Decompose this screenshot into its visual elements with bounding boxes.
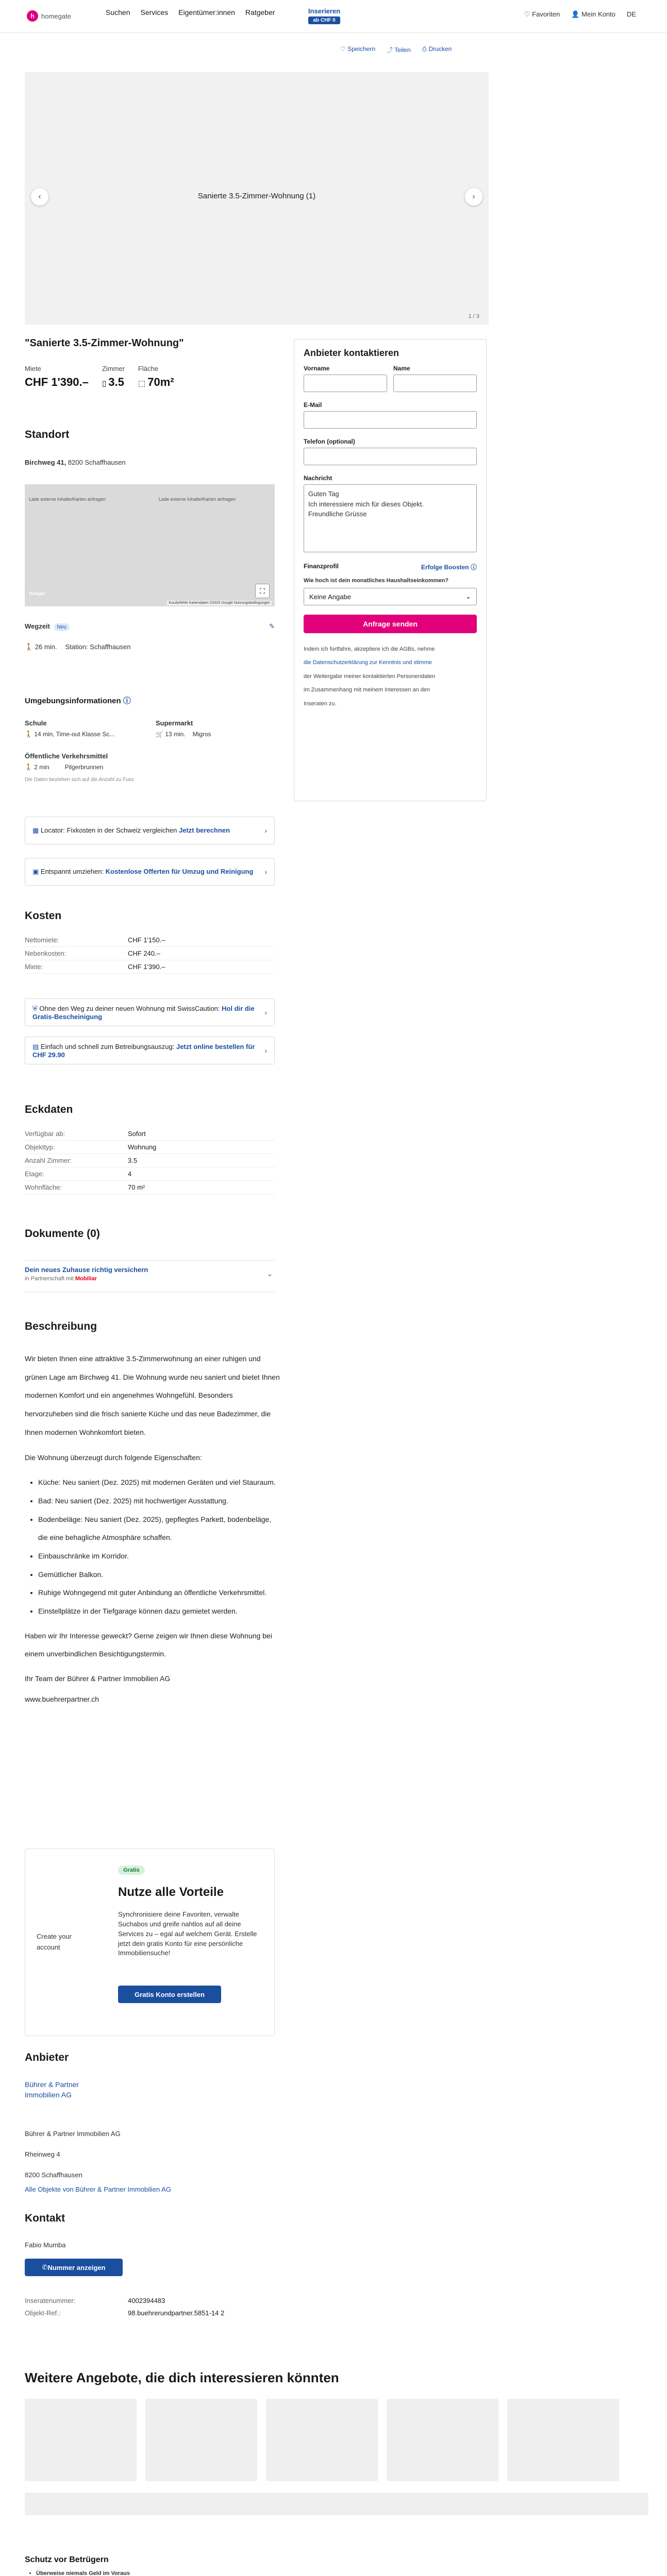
detail-value: Wohnung — [128, 1143, 157, 1151]
income-value: Keine Angabe — [309, 592, 351, 601]
chevron-down-icon: ⌄ — [267, 1270, 273, 1278]
walk-icon: 🚶 — [25, 643, 35, 651]
debt-extract-card[interactable] — [25, 1037, 275, 1064]
chevron-right-icon: › — [264, 826, 267, 835]
info-icon: ⓘ — [470, 564, 477, 571]
contact-label: Objekt-Ref.: — [25, 2309, 61, 2317]
shield-icon: ⛨ — [32, 1004, 40, 1012]
debt-extract-text — [32, 1043, 264, 1059]
all-objects-link[interactable]: Alle Objekte von Bührer & Partner Immobilien AG — [25, 2185, 171, 2193]
door-icon: ▯ — [102, 379, 109, 388]
finance-link: Erfolge Boosten — [421, 564, 469, 571]
map[interactable] — [25, 484, 275, 606]
insurance-sub: in Partnerschaft mit — [25, 1276, 74, 1282]
chevron-right-icon: › — [264, 1046, 267, 1055]
detail-row — [25, 1167, 275, 1181]
fraud-heading: Schutz vor Betrügern — [25, 2555, 109, 2564]
school-value — [25, 731, 114, 738]
cost-label: Miete: — [25, 963, 43, 971]
panel-title: Anbieter kontaktieren — [304, 348, 399, 358]
signup-text: Synchronisiere deine Favoriten, verwalte Suchabos und greife nahtlos auf all deine Services zu – egal auf welchem Gerät. Erstelle jetzt dein gratis Konto für eine persönliche Immobiliensuche! — [118, 1910, 257, 1957]
chevron-right-icon: › — [472, 192, 475, 201]
area-label: Fläche — [138, 365, 158, 372]
contact-person: Fabio Mumba — [25, 2241, 66, 2249]
legal-line: Indem ich fortfahre, akzeptiere ich die AGBs, nehme — [304, 646, 435, 652]
create-account-button[interactable]: Gratis Konto erstellen — [118, 1986, 221, 2003]
share-icon: ⤴ — [387, 46, 395, 54]
save-label: Speichern — [347, 45, 376, 53]
cart-icon: 🛒 — [156, 731, 165, 738]
language-switch[interactable]: DE — [626, 10, 636, 18]
costs-table — [25, 934, 275, 974]
contact-table — [25, 2294, 275, 2328]
signup-side-text: Create your account — [37, 1933, 72, 1951]
location-heading: Standort — [25, 429, 70, 440]
advertiser-heading: Anbieter — [25, 2052, 69, 2063]
description-paragraph: Ihr Team der Bührer & Partner Immobilien AG — [25, 1674, 171, 1683]
lastname-label: Name — [393, 365, 410, 372]
insurance-banner[interactable] — [25, 1260, 275, 1292]
nav-services[interactable]: Services — [140, 8, 169, 16]
moving-card[interactable] — [25, 858, 275, 886]
cost-row — [25, 960, 275, 974]
ruler-icon: ⬚ — [138, 379, 148, 388]
user-icon: 👤 — [571, 10, 582, 18]
share-label: Teilen — [394, 46, 411, 54]
walk-icon: 🚶 — [25, 731, 35, 738]
phone-icon: ✆ — [42, 2263, 48, 2271]
similar-card-placeholder[interactable] — [25, 2399, 137, 2481]
account-link[interactable] — [571, 10, 615, 19]
surroundings-title: Umgebungsinformationen — [25, 697, 121, 705]
detail-label: Etage: — [25, 1170, 44, 1178]
contact-label: Inseratenummer: — [25, 2296, 76, 2304]
moving-label: Entspannt umziehen: — [40, 868, 104, 875]
detail-label: Wohnfläche: — [25, 1183, 62, 1191]
gallery-next-button[interactable] — [465, 188, 482, 206]
costs-heading: Kosten — [25, 910, 62, 922]
phone-field[interactable] — [304, 448, 477, 465]
box-icon: ▣ — [32, 868, 41, 875]
fraud-item: • Überweise niemals Geld im Voraus — [36, 2569, 222, 2576]
message-field[interactable]: Guten Tag Ich interessiere mich für dieses Objekt. Freundliche Grüsse — [304, 484, 477, 552]
chevron-right-icon: › — [264, 1008, 267, 1016]
phone-label: Telefon (optional) — [304, 438, 355, 445]
area-number: 70m² — [147, 376, 174, 388]
market-name: Migros — [192, 731, 211, 738]
advertiser-street: Rheinweg 4 — [25, 2150, 60, 2158]
swisscaution-text — [32, 1005, 264, 1021]
route-time: 26 min. — [35, 643, 57, 651]
swisscaution-card[interactable] — [25, 998, 275, 1026]
similar-card-placeholder[interactable] — [507, 2399, 619, 2481]
surroundings-note: Die Daten beziehen sich auf die Anzahl zu Fuss — [25, 777, 134, 783]
market-label: Supermarkt — [156, 719, 193, 727]
walk-icon: 🚶 — [25, 764, 35, 771]
signup-box — [25, 1849, 275, 2036]
name-row — [304, 365, 477, 392]
price-fact — [25, 365, 89, 389]
cost-value: CHF 1'390.– — [128, 963, 165, 971]
area-value — [138, 376, 174, 389]
description-paragraph: Die Wohnung überzeugt durch folgende Eigenschaften: — [25, 1453, 202, 1462]
feature-item: • Einbauschränke im Korridor. — [38, 1547, 282, 1566]
address-city: 8200 Schaffhausen — [66, 459, 126, 466]
account-label: Mein Konto — [581, 10, 615, 18]
swisscaution-link: Hol dir die Gratis-Bescheinigung — [32, 1004, 255, 1021]
price-value: CHF 1'390.– — [25, 376, 89, 388]
address-street: Birchweg 41, — [25, 459, 66, 466]
logo[interactable] — [27, 10, 71, 22]
route-info — [25, 643, 130, 651]
locator-text — [32, 826, 230, 835]
moving-link: Kostenlose Offerten für Umzug und Reinigung — [105, 868, 254, 875]
document-icon: ▤ — [32, 1042, 41, 1050]
cost-value: CHF 240.– — [128, 950, 160, 957]
route-title — [25, 622, 70, 631]
finance-label: Finanzprofil — [304, 563, 339, 570]
similar-heading: Weitere Angebote, die dich interessieren könnten — [25, 2370, 339, 2385]
transit-label: Öffentliche Verkehrsmittel — [25, 752, 108, 760]
description-website: www.buehrerpartner.ch — [25, 1694, 99, 1703]
email-field[interactable] — [304, 411, 477, 429]
insurance-partner — [25, 1276, 275, 1282]
chevron-right-icon: › — [264, 868, 267, 876]
finance-row — [304, 563, 477, 571]
documents-heading: Dokumente (0) — [25, 1228, 100, 1240]
cost-label: Nettomiete: — [25, 936, 59, 944]
rooms-fact — [102, 365, 125, 389]
nav-owners[interactable]: Eigentümer:innen — [178, 8, 235, 16]
rooms-label: Zimmer — [102, 365, 125, 372]
firstname-label: Vorname — [304, 365, 330, 372]
email-label: E-Mail — [304, 401, 322, 409]
header-right — [524, 10, 636, 19]
detail-row — [25, 1127, 275, 1141]
mobiliar-logo: Mobiliar — [75, 1276, 97, 1282]
income-question: Wie hoch ist dein monatliches Haushaltseinkommen? — [304, 578, 449, 584]
market-value — [156, 731, 211, 738]
contact-row — [25, 2307, 275, 2328]
post-badge: ab CHF 0 — [308, 16, 340, 24]
key-facts — [25, 365, 174, 389]
route-header — [25, 622, 275, 631]
description-paragraph: Wir bieten Ihnen eine attraktive 3.5-Zimmerwohnung an einer ruhigen und grünen Lage am Birchweg 41. Die Wohnung wurde neu saniert und bietet Ihnen modernen Komfort und ein angenehmes Wohngefühl. Besonders hervorzuheben sind die frisch sanierte Küche und das neue Badezimmer, die Ihnen modernen Wohnkomfort bieten. — [25, 1354, 280, 1436]
school-text: 14 min, Time-out Klasse Sc... — [34, 731, 115, 738]
signup-title: Nutze alle Vorteile — [118, 1885, 224, 1899]
insurance-text: Dein neues Zuhause richtig versichern — [25, 1266, 148, 1274]
details-table — [25, 1127, 275, 1194]
post-listing-button[interactable] — [308, 7, 340, 24]
address — [25, 459, 126, 466]
advertiser-name: Bührer & Partner Immobilien AG — [25, 2130, 121, 2138]
advertiser-logo[interactable]: Bührer & Partner Immobilien AG — [25, 2080, 79, 2099]
free-badge: Gratis — [118, 1866, 145, 1875]
firstname-group — [304, 365, 387, 392]
surroundings-heading — [25, 695, 131, 706]
contact-value: 4002394483 — [128, 2296, 165, 2304]
detail-value: 4 — [128, 1170, 132, 1178]
legal-line: im Zusammenhang mit meinem Interessen an den — [304, 687, 430, 693]
show-number-button[interactable] — [25, 2259, 123, 2276]
route-station: Station: Schaffhausen — [65, 643, 131, 651]
detail-label: Verfügbar ab: — [25, 1130, 65, 1138]
cost-row — [25, 934, 275, 947]
rooms-number: 3.5 — [108, 376, 124, 388]
feature-item: • Bad: Neu saniert (Dez. 2025) mit hochwertiger Ausstattung. — [38, 1492, 282, 1511]
detail-value: 3.5 — [128, 1157, 138, 1164]
site-header — [0, 0, 667, 33]
chevron-left-icon: ‹ — [38, 192, 41, 201]
map-attribution[interactable]: Kurzbefehle Kartendaten ©2025 Google Nutzungsbedingungen — [167, 601, 272, 605]
map-consent-right[interactable]: Lade externe Inhalte/Karten anfragen — [159, 497, 236, 502]
favorites-label: Favoriten — [532, 10, 560, 18]
locator-label: Locator: Fixkosten in der Schweiz vergleichen — [40, 826, 177, 834]
carousel-placeholder — [25, 2493, 648, 2515]
detail-value: 70 m² — [128, 1183, 145, 1191]
market-time: 13 min. — [165, 731, 186, 738]
show-number-label: Nummer anzeigen — [47, 2263, 106, 2272]
detail-row — [25, 1141, 275, 1154]
legal-line: Inseraten zu. — [304, 700, 337, 707]
transit-value — [25, 764, 103, 771]
listing-title: "Sanierte 3.5-Zimmer-Wohnung" — [25, 337, 184, 349]
post-label: Inserieren — [308, 7, 341, 15]
description-heading: Beschreibung — [25, 1320, 97, 1332]
main-nav — [106, 8, 275, 16]
detail-row — [25, 1181, 275, 1194]
image-gallery[interactable] — [25, 72, 489, 325]
send-request-button[interactable]: Anfrage senden — [304, 615, 477, 633]
cost-label: Nebenkosten: — [25, 950, 66, 957]
map-consent-left[interactable]: Lade externe Inhalte/Karten anfragen — [29, 497, 106, 502]
detail-label: Objekttyp: — [25, 1143, 55, 1151]
message-label: Nachricht — [304, 474, 332, 482]
transit-time: 2 min — [34, 764, 49, 771]
heart-icon: ♡ — [340, 45, 348, 53]
lastname-group — [393, 365, 477, 392]
debt-extract-label: Einfach und schnell zum Betreibungsauszug: — [40, 1042, 175, 1050]
gallery-prev-button[interactable] — [31, 188, 48, 206]
area-fact — [138, 365, 174, 389]
description-paragraph: Haben wir Ihr Interesse geweckt? Gerne zeigen wir Ihnen diese Wohnung bei einem unverbindlichen Besichtigungstermin. — [25, 1631, 272, 1658]
similar-card-placeholder[interactable] — [145, 2399, 257, 2481]
debt-extract-link: Jetzt online bestellen für CHF 29.90 — [32, 1042, 255, 1059]
description-text — [25, 1350, 282, 1708]
nav-search[interactable]: Suchen — [106, 8, 130, 16]
firstname-field[interactable] — [304, 375, 387, 392]
share-button[interactable] — [387, 45, 410, 54]
logo-mark: h — [27, 10, 38, 22]
nav-guide[interactable]: Ratgeber — [245, 8, 275, 16]
calculator-icon: ▦ — [32, 826, 41, 834]
finance-boost[interactable] — [421, 563, 477, 571]
feature-item: • Einstellplätze in der Tiefgarage können dazu gemietet werden. — [38, 1602, 282, 1621]
save-button[interactable] — [340, 45, 375, 54]
cost-row — [25, 947, 275, 960]
privacy-link[interactable]: die Datenschutzerklärung zur Kenntnis und stimme — [304, 659, 432, 666]
locator-card[interactable] — [25, 817, 275, 844]
transit-name: Pilgerbrunnen — [64, 764, 104, 771]
similar-card-placeholder[interactable] — [266, 2399, 378, 2481]
income-select[interactable] — [304, 588, 477, 605]
fullscreen-icon: ⛶ — [260, 586, 265, 595]
rooms-value — [102, 376, 125, 389]
new-badge: Neu — [54, 623, 70, 631]
moving-text — [32, 868, 253, 876]
google-logo: Google — [29, 591, 45, 596]
legal-line: der Weitergabe meiner kontaktierten Personendaten — [304, 673, 436, 680]
detail-row — [25, 1154, 275, 1167]
detail-label: Anzahl Zimmer: — [25, 1157, 72, 1164]
route-label: Wegzeit — [25, 622, 50, 630]
feature-item: • Ruhige Wohngegend mit guter Anbindung an öffentliche Verkehrsmittel. — [38, 1584, 282, 1602]
heart-icon: ♡ — [524, 10, 532, 18]
info-icon[interactable]: ⓘ — [123, 697, 131, 705]
gallery-counter: 1 / 3 — [468, 313, 479, 319]
similar-card-placeholder[interactable] — [387, 2399, 498, 2481]
contact-row — [25, 2294, 275, 2307]
feature-item: • Gemütlicher Balkon. — [38, 1566, 282, 1584]
contact-form-panel — [294, 339, 487, 801]
print-label: Drucken — [428, 45, 452, 53]
fraud-list — [36, 2569, 222, 2576]
contact-value: 98.buehrerundpartner.5851-14 2 — [128, 2309, 225, 2317]
map-fullscreen-button[interactable] — [255, 584, 270, 598]
price-label: Miete — [25, 365, 41, 372]
detail-value: Sofort — [128, 1130, 146, 1138]
print-button[interactable] — [422, 45, 452, 54]
legal-text — [304, 642, 477, 710]
logo-text: homegate — [41, 12, 71, 20]
favorites-link[interactable] — [524, 10, 560, 19]
advertiser-city: 8200 Schaffhausen — [25, 2171, 82, 2179]
swisscaution-label: Ohne den Weg zu deiner neuen Wohnung mit SwissCaution: — [39, 1004, 220, 1012]
listing-actions — [340, 45, 452, 54]
feature-list — [38, 1473, 282, 1621]
edit-icon[interactable]: ✎ — [269, 622, 275, 630]
gallery-caption: Sanierte 3.5-Zimmer-Wohnung (1) — [197, 192, 316, 200]
contact-heading: Kontakt — [25, 2212, 65, 2224]
school-label: Schule — [25, 719, 47, 727]
details-heading: Eckdaten — [25, 1104, 73, 1115]
print-icon: ⎙ — [422, 45, 429, 53]
cost-value: CHF 1'150.– — [128, 936, 165, 944]
locator-link: Jetzt berechnen — [179, 826, 230, 834]
feature-item: • Küche: Neu saniert (Dez. 2025) mit modernen Geräten und viel Stauraum. — [38, 1473, 282, 1492]
chevron-down-icon: ⌄ — [465, 592, 471, 600]
lastname-field[interactable] — [393, 375, 477, 392]
feature-item: • Bodenbeläge: Neu saniert (Dez. 2025), gepflegtes Parkett, bodenbeläge, die eine behagliche Atmosphäre schaffen. — [38, 1511, 282, 1547]
